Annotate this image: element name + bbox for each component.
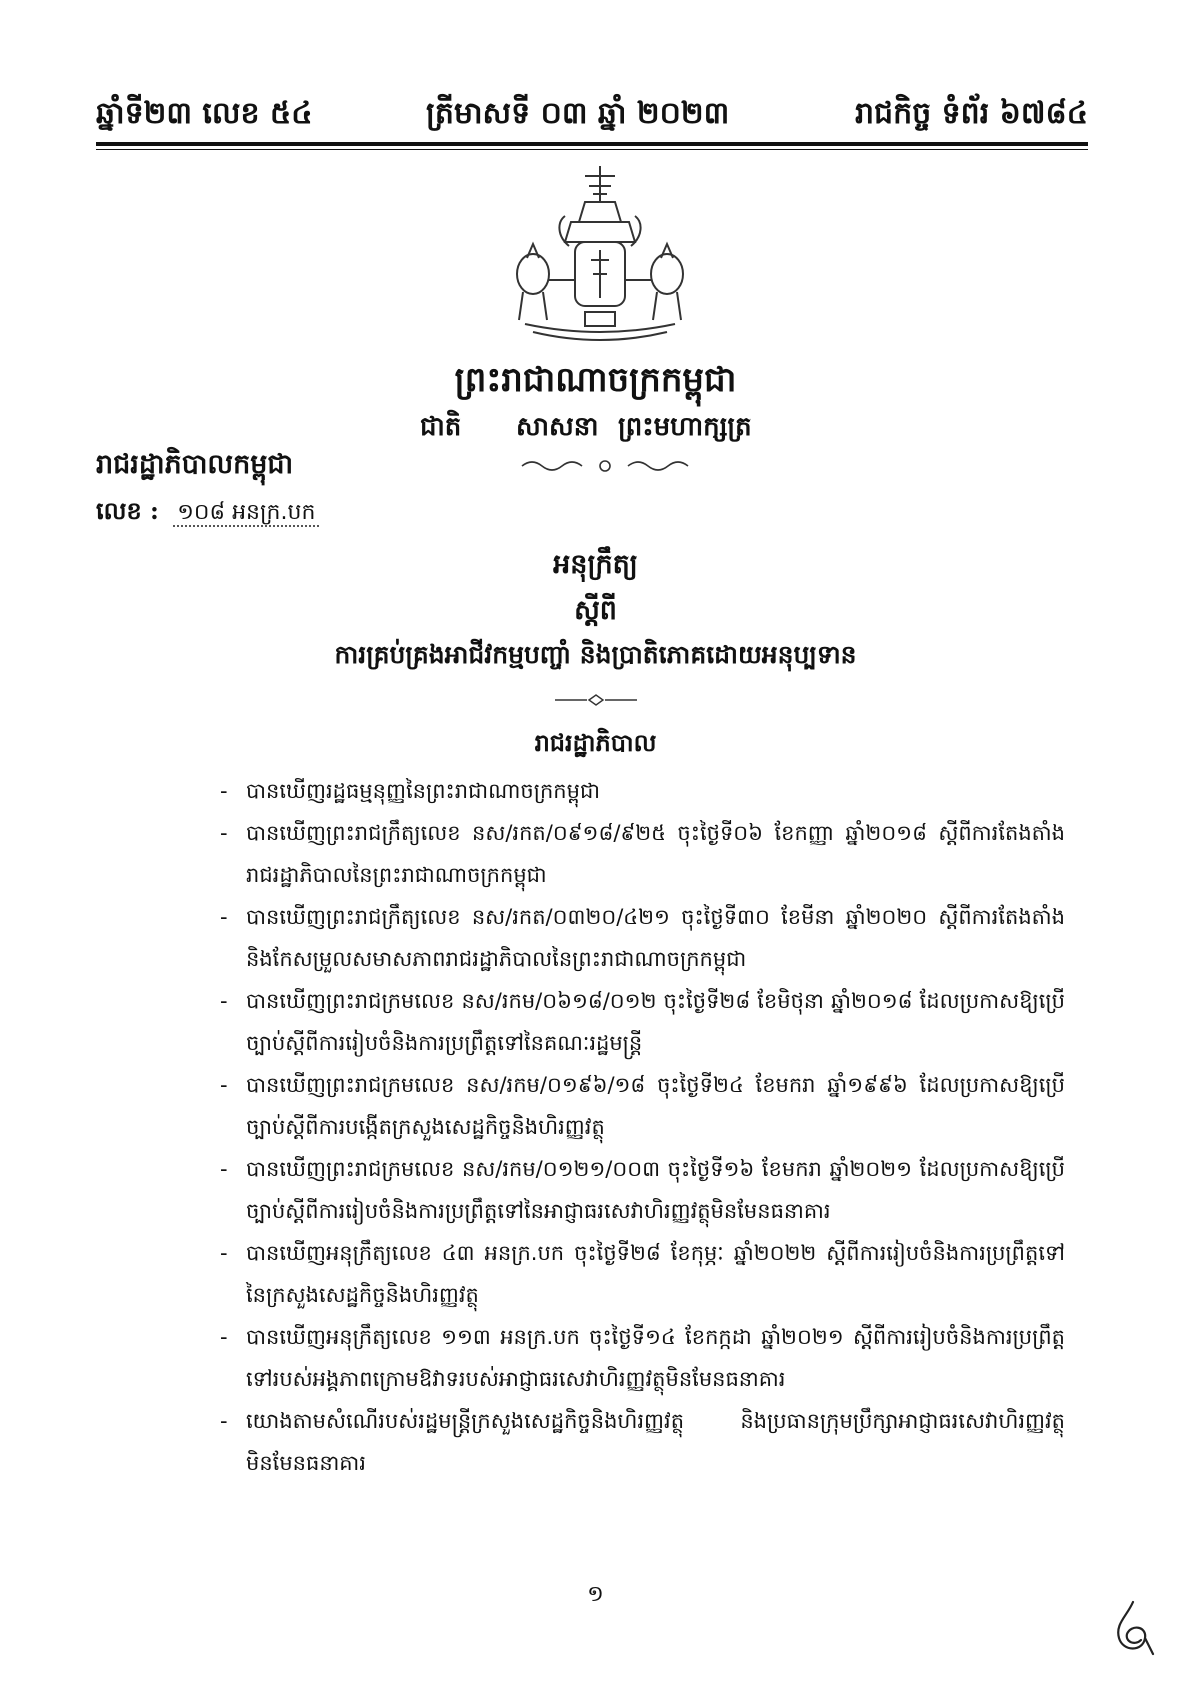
document-subject: ការគ្រប់គ្រងអាជីវកម្មបញ្ចាំ និងប្រាតិភោគដោយអនុប្បទាន — [334, 640, 857, 669]
decree-number — [96, 496, 319, 531]
royal-emblem-icon — [505, 162, 695, 352]
preamble-clause: - បានឃើញព្រះរាជក្រមលេខ នស/រកម/០១៩៦/១៨ ចុះថ្ងៃទី២៤ ខែមករា ឆ្នាំ១៩៩៦ ដែលប្រកាសឱ្យប្រើច្បាប់ស្ដីពីការបង្កើតក្រសួងសេដ្ឋកិច្ចនិងហិរញ្ញវត្ថុ — [220, 1064, 1065, 1148]
preamble-clause: - បានឃើញព្រះរាជក្រឹត្យលេខ នស/រកត/០៩១៨/៩២៥ ចុះថ្ងៃទី០៦ ខែកញ្ញា ឆ្នាំ២០១៨ ស្ដីពីការតែងតាំងរាជរដ្ឋាភិបាលនៃព្រះរាជាណាចក្រកម្ពុជា — [220, 812, 1065, 896]
issuing-authority: រាជរដ្ឋាភិបាលកម្ពុជា — [96, 449, 294, 480]
gazette-page: រាជកិច្ច ទំព័រ ៦៧៨៤ — [855, 96, 1088, 131]
title-divider-icon — [553, 694, 639, 706]
signature-initial-icon — [1105, 1598, 1159, 1658]
preamble-clause: - បានឃើញរដ្ឋធម្មនុញ្ញនៃព្រះរាជាណាចក្រកម្ពុជា — [220, 770, 1065, 812]
preamble-clause: - យោងតាមសំណើរបស់រដ្ឋមន្ត្រីក្រសួងសេដ្ឋកិច្ចនិងហិរញ្ញវត្ថុ និងប្រធានក្រុមប្រឹក្សាអាជ្ញាធរសេវាហិរញ្ញវត្ថុមិនមែនធនាគារ — [220, 1400, 1065, 1484]
preamble-clause: - បានឃើញអនុក្រឹត្យលេខ ១១៣ អនក្រ.បក ចុះថ្ងៃទី១៤ ខែកក្កដា ឆ្នាំ២០២១ ស្ដីពីការរៀបចំនិងការប្រព្រឹត្តទៅរបស់អង្គភាពក្រោមឱវាទរបស់អាជ្ញាធរសេវាហិរញ្ញវត្ថុមិនមែនធនាគារ — [220, 1316, 1065, 1400]
document-on: ស្ដីពី — [574, 595, 617, 626]
national-motto — [420, 410, 800, 446]
preamble-clause: - បានឃើញព្រះរាជក្រមលេខ នស/រកម/០១២១/០០៣ ចុះថ្ងៃទី១៦ ខែមករា ឆ្នាំ២០២១ ដែលប្រកាសឱ្យប្រើច្បាប់ស្ដីពីការរៀបចំនិងការប្រព្រឹត្តទៅនៃអាជ្ញាធរសេវាហិរញ្ញវត្ថុមិនមែនធនាគារ — [220, 1148, 1065, 1232]
gazette-header — [96, 88, 1088, 140]
document-type: អនុក្រឹត្យ — [553, 549, 638, 580]
government-heading: រាជរដ្ឋាភិបាល — [534, 728, 657, 757]
decree-number-value: ១០៨ អនក្រ.បក — [173, 500, 319, 527]
preamble-clause: - បានឃើញព្រះរាជក្រមលេខ នស/រកម/០៦១៨/០១២ ចុះថ្ងៃទី២៨ ខែមិថុនា ឆ្នាំ២០១៨ ដែលប្រកាសឱ្យប្រើច្បាប់ស្ដីពីការរៀបចំនិងការប្រព្រឹត្តទៅនៃគណៈរដ្ឋមន្ត្រី — [220, 980, 1065, 1064]
ornament-divider-icon — [520, 458, 690, 474]
preamble-clause: - បានឃើញព្រះរាជក្រឹត្យលេខ នស/រកត/០៣២០/៤២១ ចុះថ្ងៃទី៣០ ខែមីនា ឆ្នាំ២០២០ ស្ដីពីការតែងតាំង និងកែសម្រួលសមាសភាពរាជរដ្ឋាភិបាលនៃព្រះរាជាណាចក្រកម្ពុជា — [220, 896, 1065, 980]
header-rule — [96, 142, 1088, 146]
motto-nation: ជាតិ — [420, 412, 462, 442]
kingdom-title: ព្រះរាជាណាចក្រកម្ពុជា — [454, 360, 737, 400]
preamble-clauses — [220, 770, 1065, 1484]
preamble-clause: - បានឃើញអនុក្រឹត្យលេខ ៤៣ អនក្រ.បក ចុះថ្ងៃទី២៨ ខែកុម្ភៈ ឆ្នាំ២០២២ ស្ដីពីការរៀបចំនិងការប្រព្រឹត្តទៅនៃក្រសួងសេដ្ឋកិច្ចនិងហិរញ្ញវត្ថុ — [220, 1232, 1065, 1316]
decree-number-label: លេខ : — [96, 496, 159, 525]
motto-king: ព្រះមហាក្សត្រ — [618, 412, 752, 442]
page-number: ១ — [587, 1582, 604, 1607]
motto-religion: សាសនា — [516, 412, 599, 442]
gazette-quarter: ត្រីមាសទី ០៣ ឆ្នាំ ២០២៣ — [426, 96, 730, 131]
gazette-year-issue: ឆ្នាំទី២៣ លេខ ៥៤ — [96, 96, 313, 131]
